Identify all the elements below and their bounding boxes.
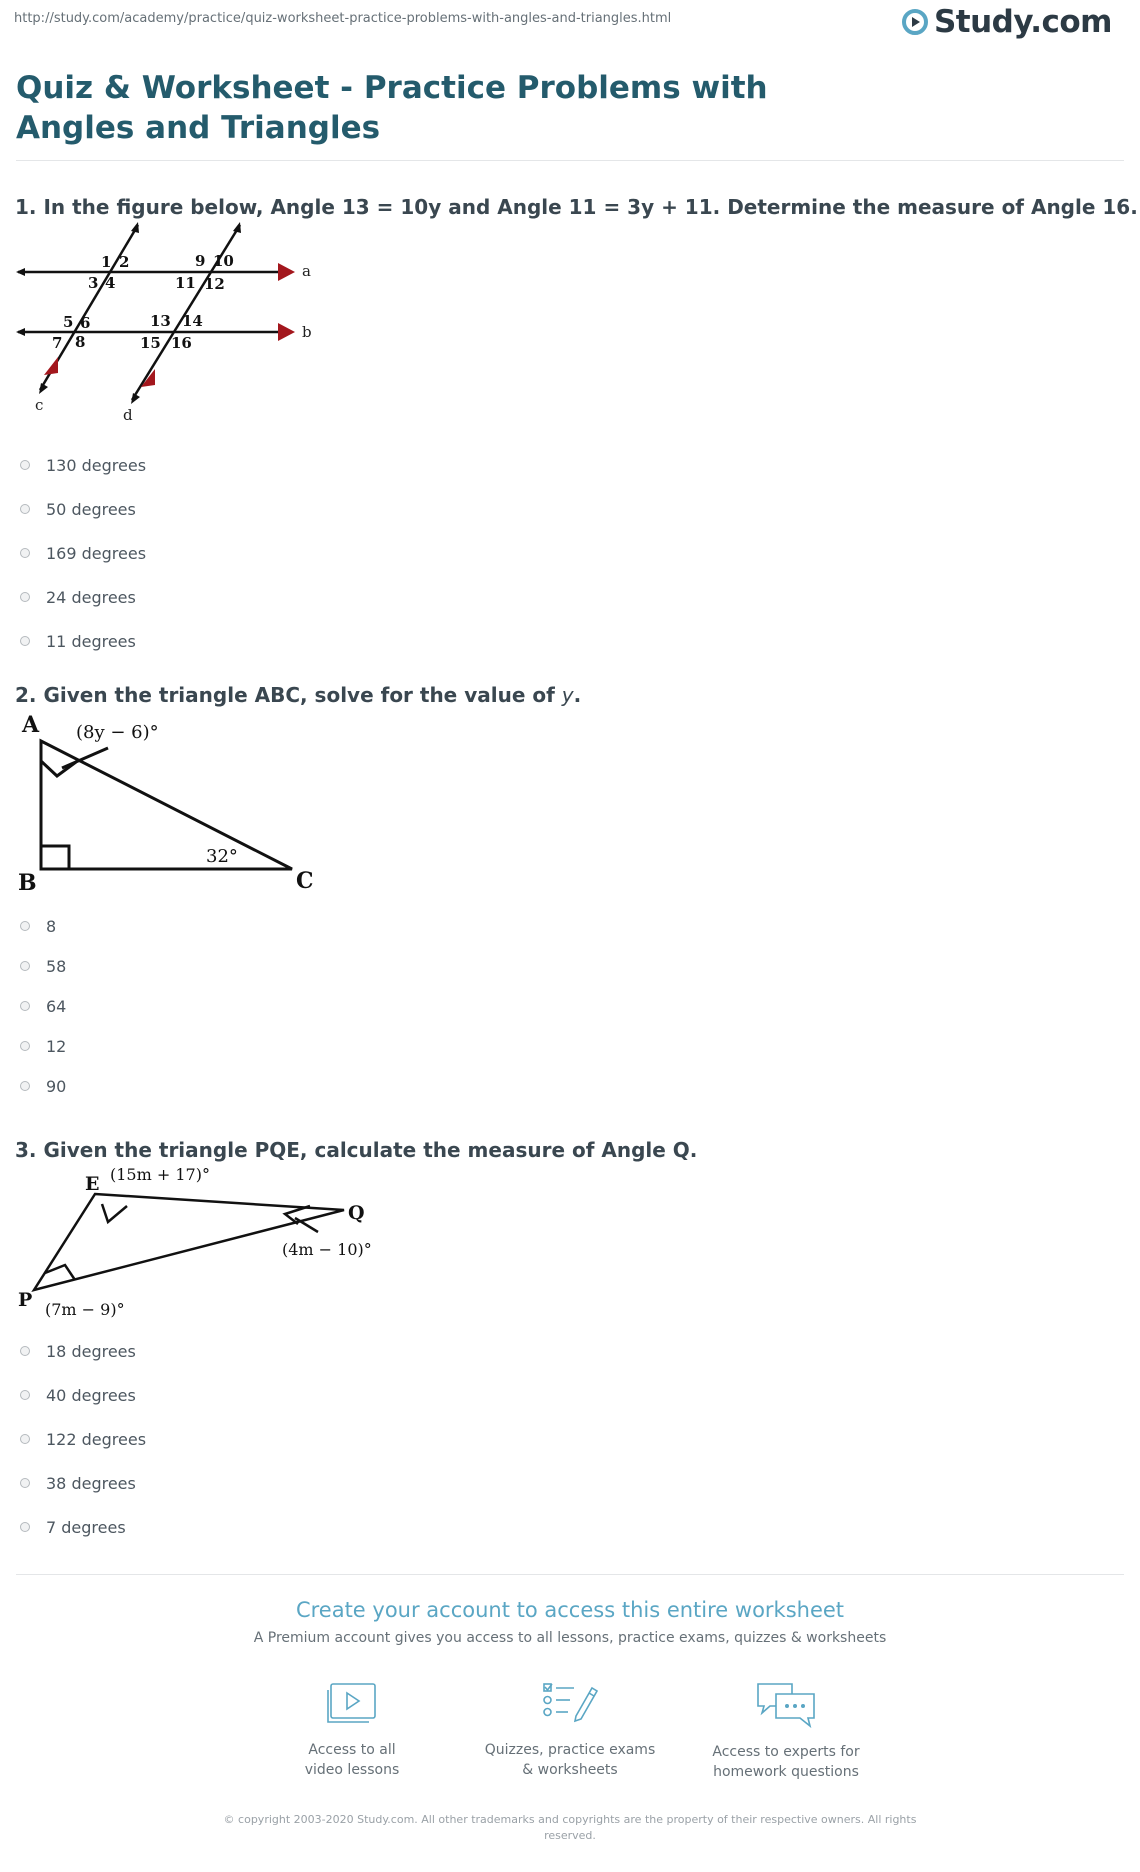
divider — [16, 1574, 1124, 1575]
angle-label: 11 — [175, 274, 196, 292]
radio-icon[interactable] — [20, 1081, 30, 1091]
radio-icon[interactable] — [20, 921, 30, 931]
angle-label: 15 — [140, 334, 161, 352]
angle-label: 9 — [195, 252, 206, 270]
question-3-text: 3. Given the triangle PQE, calculate the measure of Angle Q. — [15, 1138, 698, 1162]
feature-experts — [676, 1680, 896, 1782]
answer-option[interactable]: 8 — [20, 906, 66, 946]
angle-p-label: (7m − 9)° — [45, 1300, 125, 1319]
parallel-mark-a — [278, 263, 295, 281]
line-c-top-arrow — [131, 222, 139, 233]
feature-label-line: Access to experts for — [712, 1744, 860, 1760]
answer-option[interactable]: 64 — [20, 986, 66, 1026]
radio-icon[interactable] — [20, 1522, 30, 1532]
radio-icon[interactable] — [20, 1390, 30, 1400]
angle-a-label: (8y − 6)° — [76, 722, 159, 743]
answer-option[interactable]: 169 degrees — [20, 531, 146, 575]
angle-label: 7 — [52, 334, 63, 352]
radio-icon[interactable] — [20, 636, 30, 646]
answer-option[interactable]: 24 degrees — [20, 575, 146, 619]
question-3-options — [20, 1329, 146, 1549]
copyright-footer: © copyright 2003-2020 Study.com. All other trademarks and copyrights are the property of their respective owners. All rights reserved. — [223, 1813, 917, 1842]
question-1-text: 1. In the figure below, Angle 13 = 10y and Angle 11 = 3y + 11. Determine the measure of Angle 16. — [15, 195, 1138, 219]
answer-option[interactable]: 18 degrees — [20, 1329, 146, 1373]
page-title: Quiz & Worksheet - Practice Problems with Angles and Triangles — [16, 70, 768, 146]
answer-option[interactable]: 40 degrees — [20, 1373, 146, 1417]
triangle-abc-figure — [10, 708, 330, 898]
brand-name: Study.com — [933, 4, 1112, 40]
line-d-bottom-arrow — [131, 393, 140, 404]
radio-icon[interactable] — [20, 1478, 30, 1488]
question-2-options — [20, 906, 66, 1106]
feature-label-line: & worksheets — [522, 1762, 618, 1778]
radio-icon[interactable] — [20, 1041, 30, 1051]
radio-icon[interactable] — [20, 460, 30, 470]
parallel-mark-b — [278, 323, 295, 341]
angle-label: 3 — [88, 274, 99, 292]
divider — [16, 160, 1124, 161]
answer-option[interactable]: 38 degrees — [20, 1461, 146, 1505]
vertex-b: B — [18, 870, 37, 896]
chat-bubbles-icon — [754, 1680, 818, 1728]
angle-label: 1 — [101, 253, 112, 271]
line-label-a: a — [302, 262, 311, 280]
radio-icon[interactable] — [20, 1434, 30, 1444]
radio-icon[interactable] — [20, 1346, 30, 1356]
angle-label: 5 — [63, 313, 74, 331]
play-circle-icon — [902, 9, 928, 35]
answer-option[interactable]: 130 degrees — [20, 443, 146, 487]
radio-icon[interactable] — [20, 504, 30, 514]
answer-option[interactable]: 50 degrees — [20, 487, 146, 531]
answer-option[interactable]: 90 — [20, 1066, 66, 1106]
line-b-left-arrow — [16, 328, 25, 336]
angle-e-label: (15m + 17)° — [110, 1165, 210, 1184]
answer-option[interactable]: 11 degrees — [20, 619, 146, 663]
feature-label-line: Access to all — [308, 1742, 396, 1758]
radio-icon[interactable] — [20, 548, 30, 558]
vertex-c: C — [296, 868, 314, 894]
angle-label: 4 — [105, 274, 116, 292]
right-angle-mark — [41, 846, 69, 869]
cta-subtitle: A Premium account gives you access to all lessons, practice exams, quizzes & worksheets — [253, 1630, 887, 1646]
angle-label: 16 — [171, 334, 192, 352]
question-2-text: 2. Given the triangle ABC, solve for the value of y. — [15, 683, 582, 707]
question-1-options — [20, 443, 146, 663]
quiz-checklist-icon — [540, 1680, 600, 1726]
answer-option[interactable]: 7 degrees — [20, 1505, 146, 1549]
vertex-p: P — [18, 1289, 33, 1311]
video-lesson-icon — [325, 1680, 379, 1726]
cta-title[interactable]: Create your account to access this entire worksheet — [295, 1598, 845, 1622]
line-label-c: c — [35, 396, 44, 414]
study-logo[interactable] — [902, 4, 1112, 40]
page-url: http://study.com/academy/practice/quiz-worksheet-practice-problems-with-angles-and-triangles.html — [14, 11, 672, 26]
angle-e-arc — [102, 1204, 127, 1222]
answer-option[interactable]: 12 — [20, 1026, 66, 1066]
line-c-bottom-arrow — [39, 383, 48, 394]
angle-label: 8 — [75, 333, 86, 351]
parallel-lines-figure — [10, 218, 330, 428]
answer-option[interactable]: 122 degrees — [20, 1417, 146, 1461]
feature-video-lessons — [242, 1680, 462, 1780]
line-d-top-arrow — [233, 222, 241, 233]
vertex-a: A — [22, 712, 40, 738]
vertex-e: E — [85, 1173, 100, 1195]
angle-q-label: (4m − 10)° — [282, 1240, 372, 1259]
angle-label: 6 — [80, 314, 91, 332]
feature-label-line: video lessons — [304, 1762, 400, 1778]
angle-c-label: 32° — [206, 846, 238, 867]
angle-label: 2 — [119, 253, 130, 271]
angle-label: 12 — [204, 275, 225, 293]
angle-label: 14 — [182, 312, 203, 330]
angle-label: 13 — [150, 312, 171, 330]
angle-label: 10 — [213, 252, 234, 270]
answer-option[interactable]: 58 — [20, 946, 66, 986]
line-a-left-arrow — [16, 268, 25, 276]
radio-icon[interactable] — [20, 1001, 30, 1011]
line-label-b: b — [302, 323, 312, 341]
feature-label-line: homework questions — [713, 1764, 859, 1780]
feature-quizzes — [460, 1680, 680, 1780]
triangle-pqe-figure — [10, 1160, 410, 1325]
feature-label-line: Quizzes, practice exams — [484, 1742, 656, 1758]
parallel-mark-c — [44, 357, 58, 375]
vertex-q: Q — [348, 1202, 365, 1224]
radio-icon[interactable] — [20, 961, 30, 971]
line-label-d: d — [123, 406, 133, 424]
radio-icon[interactable] — [20, 592, 30, 602]
